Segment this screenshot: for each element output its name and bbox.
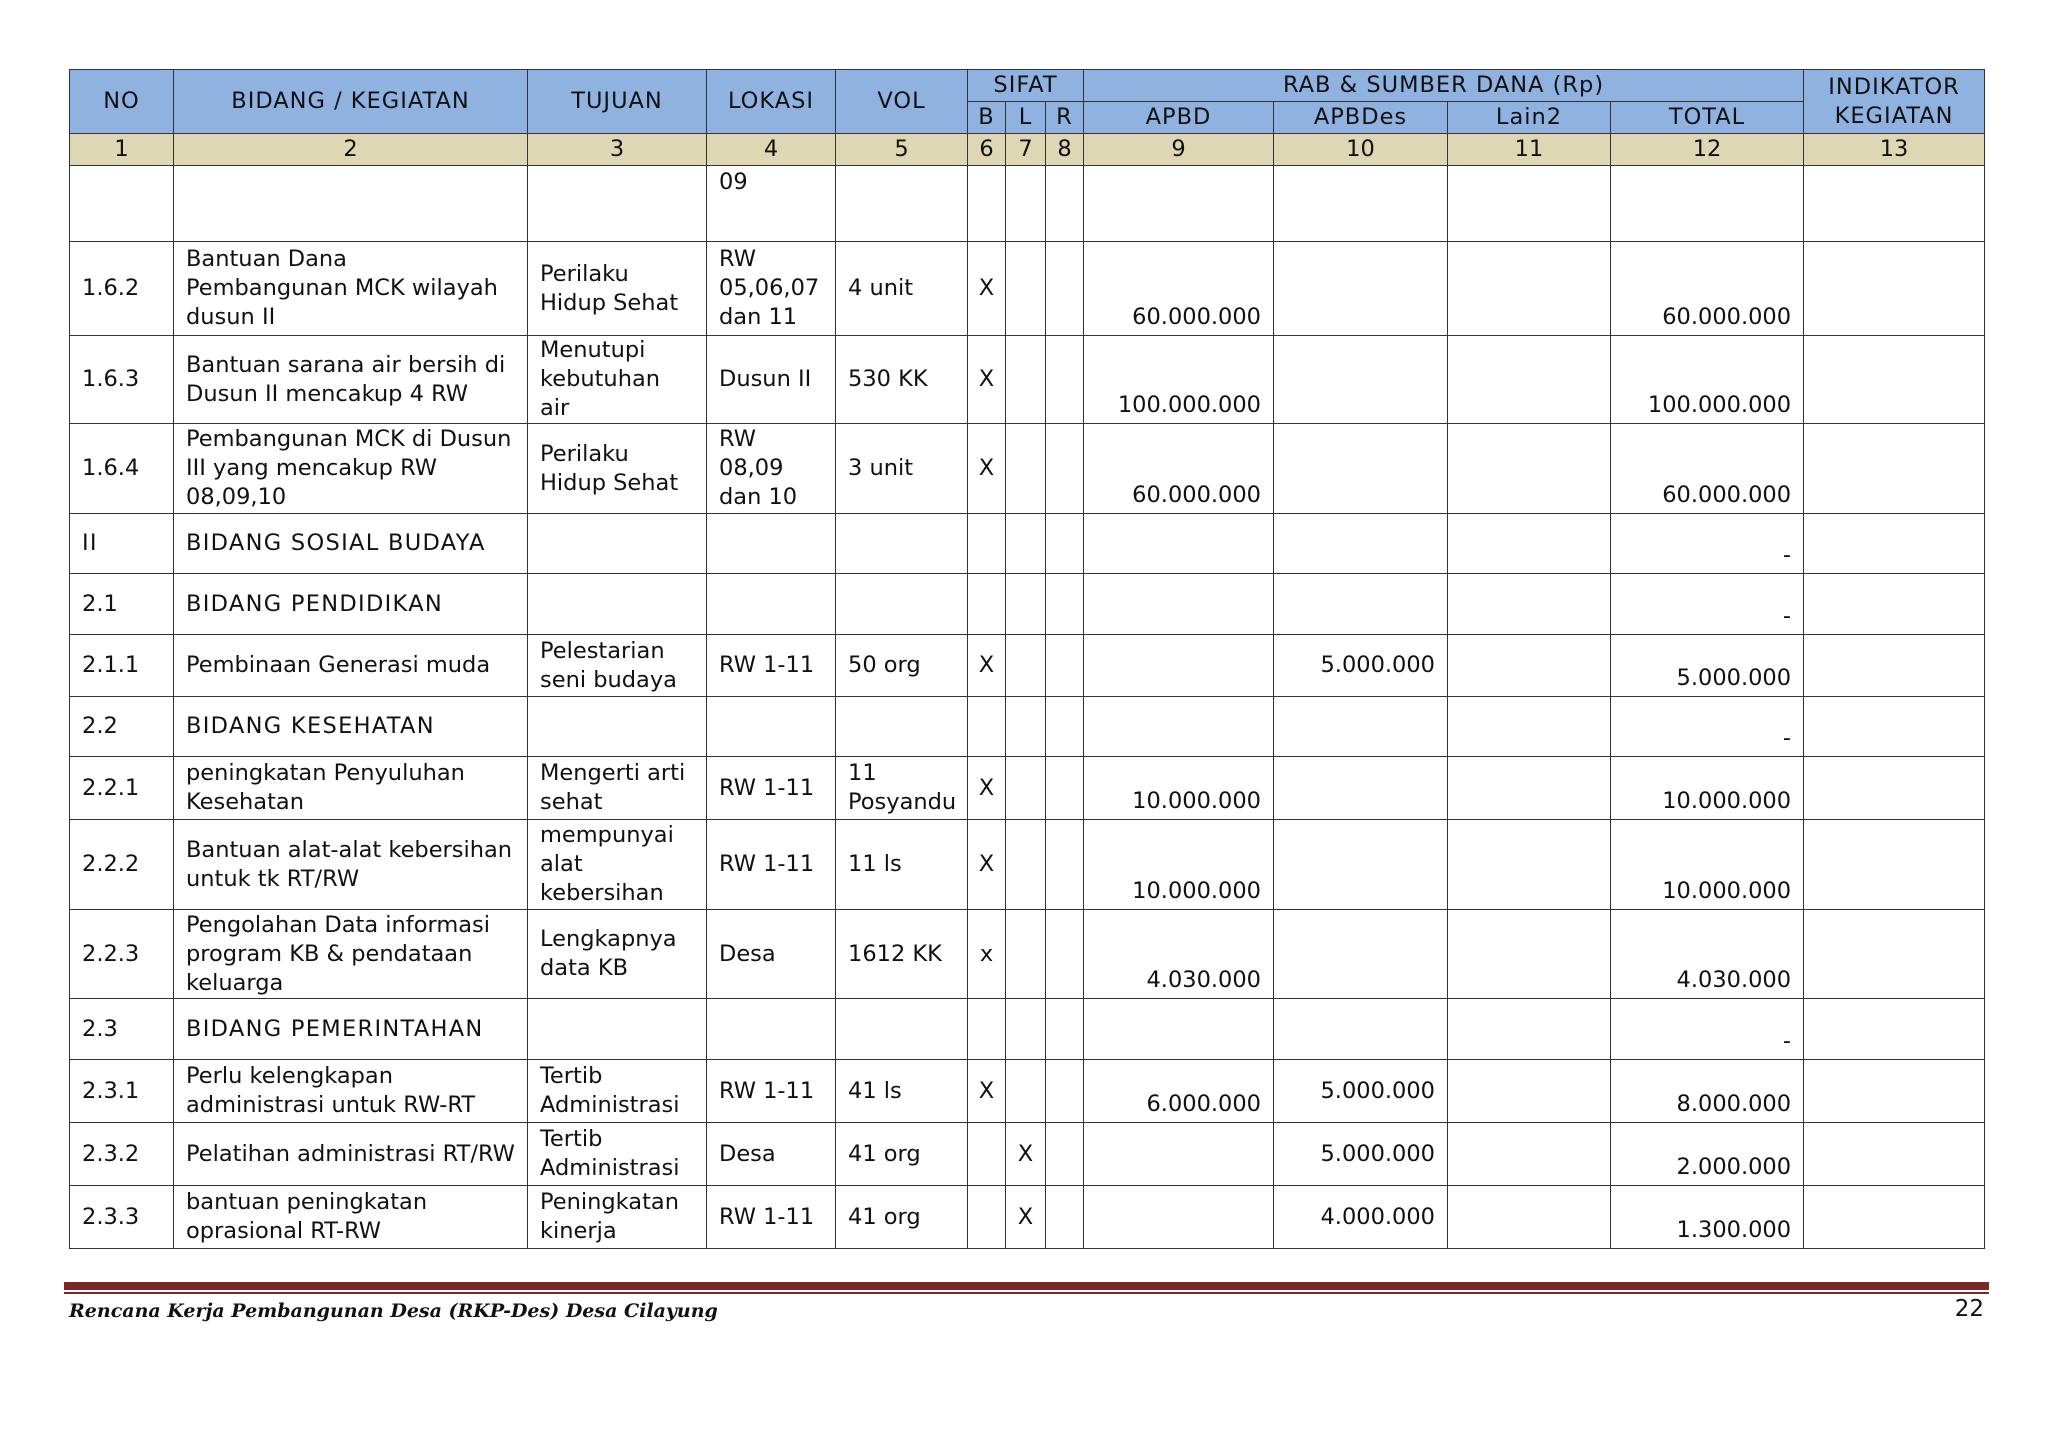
cell-total: 8.000.000 — [1611, 1060, 1804, 1123]
cell-sifat-l — [1006, 242, 1046, 336]
cell-total: 1.300.000 — [1611, 1186, 1804, 1249]
col-number: 13 — [1804, 134, 1985, 166]
header-row-1 — [70, 70, 1985, 102]
cell-lokasi: 09 — [707, 166, 836, 242]
cell-lain2 — [1448, 1123, 1611, 1186]
cell-kegiatan: Pembangunan MCK di Dusun III yang mencakup RW 08,09,10 — [174, 424, 528, 514]
cell-lain2 — [1448, 514, 1611, 574]
header-tujuan: TUJUAN — [528, 70, 707, 134]
col-number: 7 — [1006, 134, 1046, 166]
cell-lain2 — [1448, 697, 1611, 757]
cell-apbd — [1084, 697, 1274, 757]
table-row — [70, 242, 1985, 336]
cell-indikator — [1804, 910, 1985, 999]
cell-lokasi: RW 1-11 — [707, 635, 836, 697]
cell-sifat-l — [1006, 514, 1046, 574]
cell-no: II — [70, 514, 174, 574]
cell-indikator — [1804, 757, 1985, 820]
cell-lain2 — [1448, 820, 1611, 910]
cell-total: 100.000.000 — [1611, 336, 1804, 424]
cell-sifat-l — [1006, 574, 1046, 635]
cell-apbd — [1084, 999, 1274, 1060]
cell-sifat-l — [1006, 635, 1046, 697]
header-sifat: SIFAT — [968, 70, 1084, 102]
cell-total: 10.000.000 — [1611, 820, 1804, 910]
cell-indikator — [1804, 336, 1985, 424]
table-row — [70, 1123, 1985, 1186]
cell-vol: 11 ls — [836, 820, 968, 910]
header-vol: VOL — [836, 70, 968, 134]
cell-lokasi: RW 1-11 — [707, 1060, 836, 1123]
cell-vol: 11 Posyandu — [836, 757, 968, 820]
cell-total: - — [1611, 697, 1804, 757]
cell-indikator — [1804, 999, 1985, 1060]
cell-vol: 530 KK — [836, 336, 968, 424]
cell-kegiatan: Pengolahan Data informasi program KB & pendataan keluarga — [174, 910, 528, 999]
cell-sifat-l — [1006, 697, 1046, 757]
cell-total: 5.000.000 — [1611, 635, 1804, 697]
column-number-row — [70, 134, 1985, 166]
cell-no: 1.6.4 — [70, 424, 174, 514]
cell-kegiatan: Bantuan Dana Pembangunan MCK wilayah dusun II — [174, 242, 528, 336]
table-row — [70, 574, 1985, 635]
cell-sifat-r — [1046, 999, 1084, 1060]
cell-lain2 — [1448, 242, 1611, 336]
cell-sifat-r — [1046, 242, 1084, 336]
cell-kegiatan: BIDANG PEMERINTAHAN — [174, 999, 528, 1060]
cell-vol: 50 org — [836, 635, 968, 697]
cell-sifat-r — [1046, 574, 1084, 635]
cell-no: 1.6.3 — [70, 336, 174, 424]
cell-sifat-b — [968, 1186, 1006, 1249]
page-number: 22 — [1954, 1296, 1984, 1322]
cell-no: 2.3.1 — [70, 1060, 174, 1123]
cell-tujuan: Perilaku Hidup Sehat — [528, 242, 707, 336]
cell-sifat-r — [1046, 1186, 1084, 1249]
cell-sifat-l — [1006, 820, 1046, 910]
col-number: 10 — [1274, 134, 1448, 166]
cell-lain2 — [1448, 1060, 1611, 1123]
cell-kegiatan — [174, 166, 528, 242]
cell-total: 2.000.000 — [1611, 1123, 1804, 1186]
cell-tujuan: Perilaku Hidup Sehat — [528, 424, 707, 514]
cell-apbd: 6.000.000 — [1084, 1060, 1274, 1123]
cell-lokasi — [707, 697, 836, 757]
cell-apbd — [1084, 166, 1274, 242]
cell-sifat-r — [1046, 635, 1084, 697]
cell-apbd — [1084, 635, 1274, 697]
cell-tujuan: Tertib Administrasi — [528, 1060, 707, 1123]
header-apbd: APBD — [1084, 102, 1274, 134]
cell-kegiatan: Bantuan sarana air bersih di Dusun II mencakup 4 RW — [174, 336, 528, 424]
cell-sifat-b: X — [968, 424, 1006, 514]
cell-apbdes: 5.000.000 — [1274, 635, 1448, 697]
cell-sifat-b — [968, 166, 1006, 242]
cell-apbdes: 5.000.000 — [1274, 1123, 1448, 1186]
table-row — [70, 336, 1985, 424]
table-row — [70, 999, 1985, 1060]
cell-apbdes — [1274, 910, 1448, 999]
cell-no: 2.2.1 — [70, 757, 174, 820]
cell-sifat-b — [968, 697, 1006, 757]
cell-no: 2.3 — [70, 999, 174, 1060]
cell-sifat-l — [1006, 166, 1046, 242]
cell-sifat-l — [1006, 999, 1046, 1060]
cell-tujuan — [528, 697, 707, 757]
cell-lain2 — [1448, 910, 1611, 999]
col-number: 3 — [528, 134, 707, 166]
header-no: NO — [70, 70, 174, 134]
cell-sifat-r — [1046, 910, 1084, 999]
cell-sifat-b: X — [968, 757, 1006, 820]
cell-indikator — [1804, 697, 1985, 757]
cell-apbdes — [1274, 999, 1448, 1060]
cell-sifat-r — [1046, 166, 1084, 242]
table-row — [70, 166, 1985, 242]
cell-total: - — [1611, 574, 1804, 635]
cell-lain2 — [1448, 166, 1611, 242]
table-body — [70, 166, 1985, 1249]
cell-tujuan — [528, 514, 707, 574]
cell-vol: 3 unit — [836, 424, 968, 514]
header-rab: RAB & SUMBER DANA (Rp) — [1084, 70, 1804, 102]
cell-indikator — [1804, 574, 1985, 635]
table-row — [70, 820, 1985, 910]
header-b: B — [968, 102, 1006, 134]
cell-vol — [836, 574, 968, 635]
cell-apbd: 10.000.000 — [1084, 820, 1274, 910]
cell-apbdes: 4.000.000 — [1274, 1186, 1448, 1249]
cell-apbd: 10.000.000 — [1084, 757, 1274, 820]
cell-kegiatan: Perlu kelengkapan administrasi untuk RW-RT — [174, 1060, 528, 1123]
cell-no: 2.3.2 — [70, 1123, 174, 1186]
cell-apbd — [1084, 514, 1274, 574]
cell-vol: 41 ls — [836, 1060, 968, 1123]
cell-lain2 — [1448, 999, 1611, 1060]
cell-apbd — [1084, 574, 1274, 635]
cell-lokasi: RW 05,06,07 dan 11 — [707, 242, 836, 336]
cell-sifat-b: X — [968, 820, 1006, 910]
cell-indikator — [1804, 635, 1985, 697]
footer-divider-thin — [64, 1292, 1989, 1294]
cell-sifat-l: X — [1006, 1186, 1046, 1249]
cell-vol: 1612 KK — [836, 910, 968, 999]
col-number: 4 — [707, 134, 836, 166]
col-number: 12 — [1611, 134, 1804, 166]
cell-sifat-b: X — [968, 336, 1006, 424]
col-number: 9 — [1084, 134, 1274, 166]
header-lain2: Lain2 — [1448, 102, 1611, 134]
cell-lokasi: RW 1-11 — [707, 820, 836, 910]
cell-lokasi — [707, 514, 836, 574]
cell-vol — [836, 166, 968, 242]
cell-lain2 — [1448, 757, 1611, 820]
cell-sifat-r — [1046, 514, 1084, 574]
table-row — [70, 910, 1985, 999]
table-row — [70, 757, 1985, 820]
cell-sifat-b — [968, 999, 1006, 1060]
cell-vol — [836, 999, 968, 1060]
cell-no: 2.2.2 — [70, 820, 174, 910]
footer-divider — [64, 1282, 1989, 1290]
cell-total: - — [1611, 514, 1804, 574]
cell-indikator — [1804, 1186, 1985, 1249]
cell-kegiatan: Pembinaan Generasi muda — [174, 635, 528, 697]
cell-lokasi: RW 1-11 — [707, 1186, 836, 1249]
cell-sifat-r — [1046, 697, 1084, 757]
cell-indikator — [1804, 1123, 1985, 1186]
cell-indikator — [1804, 424, 1985, 514]
cell-apbd: 60.000.000 — [1084, 242, 1274, 336]
cell-kegiatan: BIDANG KESEHATAN — [174, 697, 528, 757]
cell-no — [70, 166, 174, 242]
cell-lain2 — [1448, 574, 1611, 635]
cell-tujuan — [528, 166, 707, 242]
cell-kegiatan: Pelatihan administrasi RT/RW — [174, 1123, 528, 1186]
header-total: TOTAL — [1611, 102, 1804, 134]
cell-total: - — [1611, 999, 1804, 1060]
cell-no: 2.1.1 — [70, 635, 174, 697]
cell-sifat-b — [968, 1123, 1006, 1186]
cell-tujuan: mempunyai alat kebersihan — [528, 820, 707, 910]
cell-apbd: 4.030.000 — [1084, 910, 1274, 999]
cell-sifat-l — [1006, 1060, 1046, 1123]
col-number: 6 — [968, 134, 1006, 166]
cell-tujuan: Pelestarian seni budaya — [528, 635, 707, 697]
cell-lokasi: Dusun II — [707, 336, 836, 424]
col-number: 8 — [1046, 134, 1084, 166]
cell-lain2 — [1448, 635, 1611, 697]
cell-apbdes — [1274, 166, 1448, 242]
cell-vol: 41 org — [836, 1123, 968, 1186]
cell-apbdes — [1274, 514, 1448, 574]
cell-tujuan — [528, 999, 707, 1060]
cell-sifat-r — [1046, 820, 1084, 910]
header-apbdes: APBDes — [1274, 102, 1448, 134]
cell-sifat-r — [1046, 757, 1084, 820]
cell-no: 1.6.2 — [70, 242, 174, 336]
cell-lokasi — [707, 999, 836, 1060]
cell-apbd: 60.000.000 — [1084, 424, 1274, 514]
cell-kegiatan: BIDANG PENDIDIKAN — [174, 574, 528, 635]
header-lokasi: LOKASI — [707, 70, 836, 134]
cell-total: 10.000.000 — [1611, 757, 1804, 820]
cell-kegiatan: Bantuan alat-alat kebersihan untuk tk RT/RW — [174, 820, 528, 910]
cell-vol — [836, 514, 968, 574]
cell-kegiatan: bantuan peningkatan oprasional RT-RW — [174, 1186, 528, 1249]
cell-apbdes — [1274, 336, 1448, 424]
cell-lain2 — [1448, 336, 1611, 424]
header-indikator: INDIKATOR KEGIATAN — [1804, 70, 1985, 134]
cell-kegiatan: peningkatan Penyuluhan Kesehatan — [174, 757, 528, 820]
col-number: 1 — [70, 134, 174, 166]
cell-sifat-l — [1006, 424, 1046, 514]
cell-apbdes — [1274, 757, 1448, 820]
cell-indikator — [1804, 1060, 1985, 1123]
cell-no: 2.2.3 — [70, 910, 174, 999]
cell-lokasi: RW 08,09 dan 10 — [707, 424, 836, 514]
cell-apbdes: 5.000.000 — [1274, 1060, 1448, 1123]
cell-apbdes — [1274, 242, 1448, 336]
cell-no: 2.2 — [70, 697, 174, 757]
cell-sifat-r — [1046, 1123, 1084, 1186]
table-row — [70, 514, 1985, 574]
header-bidang: BIDANG / KEGIATAN — [174, 70, 528, 134]
cell-lain2 — [1448, 1186, 1611, 1249]
cell-indikator — [1804, 820, 1985, 910]
cell-tujuan: Mengerti arti sehat — [528, 757, 707, 820]
cell-lain2 — [1448, 424, 1611, 514]
col-number: 5 — [836, 134, 968, 166]
cell-total: 60.000.000 — [1611, 424, 1804, 514]
cell-vol: 4 unit — [836, 242, 968, 336]
table-row — [70, 1186, 1985, 1249]
cell-apbd: 100.000.000 — [1084, 336, 1274, 424]
header-r: R — [1046, 102, 1084, 134]
table-row — [70, 424, 1985, 514]
cell-lokasi: Desa — [707, 1123, 836, 1186]
cell-total: 60.000.000 — [1611, 242, 1804, 336]
cell-apbdes — [1274, 574, 1448, 635]
cell-apbd — [1084, 1123, 1274, 1186]
cell-indikator — [1804, 166, 1985, 242]
footer-document-title: Rencana Kerja Pembangunan Desa (RKP-Des) Desa Cilayung — [69, 1300, 718, 1322]
cell-total — [1611, 166, 1804, 242]
cell-no: 2.3.3 — [70, 1186, 174, 1249]
cell-vol — [836, 697, 968, 757]
table-row — [70, 1060, 1985, 1123]
cell-indikator — [1804, 242, 1985, 336]
cell-sifat-b: x — [968, 910, 1006, 999]
cell-sifat-b — [968, 574, 1006, 635]
cell-sifat-b: X — [968, 1060, 1006, 1123]
cell-total: 4.030.000 — [1611, 910, 1804, 999]
cell-lokasi: RW 1-11 — [707, 757, 836, 820]
table-row — [70, 697, 1985, 757]
cell-tujuan — [528, 574, 707, 635]
cell-sifat-b: X — [968, 635, 1006, 697]
cell-sifat-l — [1006, 757, 1046, 820]
cell-apbd — [1084, 1186, 1274, 1249]
table-row — [70, 635, 1985, 697]
cell-apbdes — [1274, 424, 1448, 514]
header-l: L — [1006, 102, 1046, 134]
cell-lokasi — [707, 574, 836, 635]
cell-sifat-r — [1046, 1060, 1084, 1123]
cell-tujuan: Peningkatan kinerja — [528, 1186, 707, 1249]
cell-sifat-r — [1046, 424, 1084, 514]
cell-no: 2.1 — [70, 574, 174, 635]
cell-sifat-b: X — [968, 242, 1006, 336]
col-number: 2 — [174, 134, 528, 166]
cell-tujuan: Tertib Administrasi — [528, 1123, 707, 1186]
cell-tujuan: Lengkapnya data KB — [528, 910, 707, 999]
cell-kegiatan: BIDANG SOSIAL BUDAYA — [174, 514, 528, 574]
cell-sifat-l: X — [1006, 1123, 1046, 1186]
rkp-table — [69, 69, 1985, 1249]
cell-sifat-b — [968, 514, 1006, 574]
cell-vol: 41 org — [836, 1186, 968, 1249]
cell-lokasi: Desa — [707, 910, 836, 999]
col-number: 11 — [1448, 134, 1611, 166]
cell-sifat-l — [1006, 336, 1046, 424]
cell-apbdes — [1274, 820, 1448, 910]
cell-sifat-r — [1046, 336, 1084, 424]
cell-sifat-l — [1006, 910, 1046, 999]
cell-indikator — [1804, 514, 1985, 574]
cell-apbdes — [1274, 697, 1448, 757]
cell-tujuan: Menutupi kebutuhan air — [528, 336, 707, 424]
